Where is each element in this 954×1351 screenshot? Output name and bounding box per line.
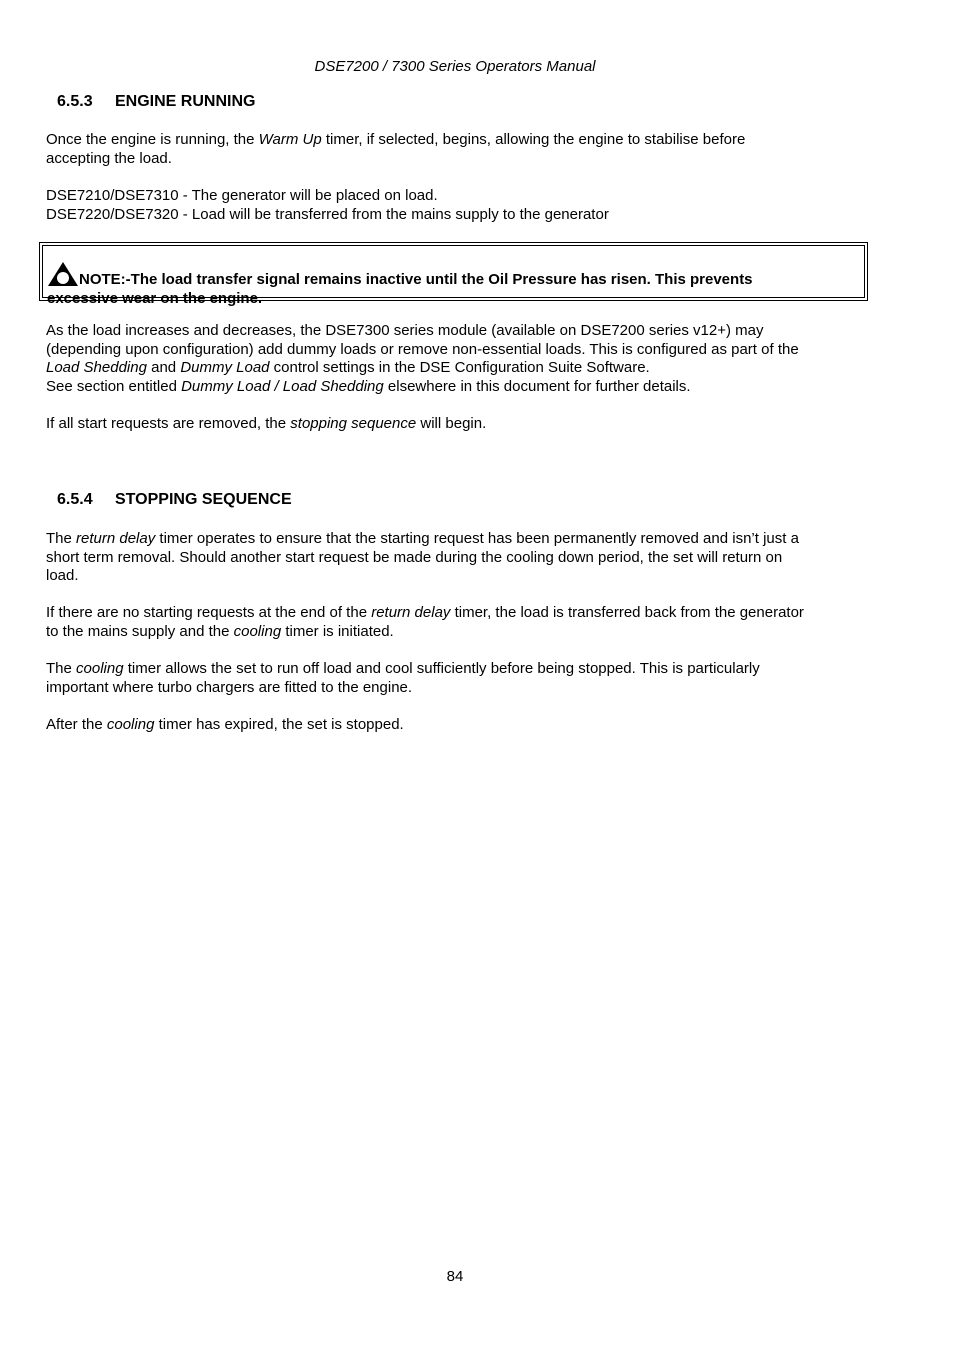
note-text: [47, 261, 753, 308]
text: timer operates to ensure that the starting request has been permanently removed and isn’t just a: [155, 530, 799, 547]
note-inner-border: [42, 245, 865, 307]
text: timer is initiated.: [281, 622, 394, 640]
page-number: 84: [446, 1268, 464, 1285]
text: NOTE:-The load transfer signal remains inactive until the Oil Pressure has risen. This prevents: [79, 271, 753, 288]
text: If there are no starting requests at the end of the: [46, 604, 372, 621]
text: timer, if selected, begins, allowing the engine to stabilise before: [321, 131, 746, 148]
text: timer has expired, the set is stopped.: [154, 716, 404, 733]
emphasis: cooling: [76, 660, 124, 677]
warning-icon: [47, 261, 79, 287]
paragraph-model-load: [46, 187, 876, 224]
page-header: DSE7200 / 7300 Series Operators Manual: [314, 58, 596, 75]
note-box: [39, 242, 868, 307]
text: (depending upon configuration) add dummy loads or remove non-essential loads. This is configured as part of the: [46, 340, 799, 358]
section-number: 6.5.4: [57, 491, 93, 508]
paragraph-warm-up: [46, 131, 876, 168]
text: important where turbo chargers are fitted to the engine.: [46, 678, 413, 696]
text: load.: [46, 567, 79, 584]
text: timer allows the set to run off load and cool sufficiently before being stopped. This is particularly: [123, 660, 760, 677]
emphasis: cooling: [233, 622, 282, 640]
emphasis: return delay: [371, 604, 451, 621]
text: will begin.: [416, 415, 487, 432]
text: As the load increases and decreases, the DSE7300 series module (available on DSE7200 series v12+) may: [46, 322, 764, 339]
paragraph-stopped: [46, 716, 876, 735]
text: excessive wear on the engine.: [47, 290, 263, 307]
text: The: [46, 660, 77, 677]
section-title: ENGINE RUNNING: [115, 93, 256, 110]
emphasis: cooling: [106, 716, 155, 733]
text: Once the engine is running, the: [46, 131, 259, 148]
text: DSE7210/DSE7310 - The generator will be placed on load.: [46, 187, 438, 204]
section-number: 6.5.3: [57, 93, 93, 110]
paragraph-stop-requests: [46, 415, 876, 434]
paragraph-load-shedding: [46, 322, 876, 396]
text: short term removal. Should another start request be made during the cooling down period, the set will return on: [46, 548, 783, 566]
text: to the mains supply and the: [46, 622, 234, 640]
emphasis: Load Shedding: [46, 359, 147, 376]
text: control settings in the DSE Configuration Suite Software.: [269, 359, 650, 376]
text: The: [46, 530, 77, 547]
section-title: STOPPING SEQUENCE: [115, 491, 292, 508]
text: timer, the load is transferred back from the generator: [450, 604, 804, 621]
emphasis: Dummy Load / Load Shedding: [181, 377, 384, 395]
paragraph-transfer-back: [46, 604, 876, 641]
text: See section entitled: [46, 377, 182, 395]
emphasis: Dummy Load: [180, 359, 270, 376]
paragraph-return-delay: [46, 530, 876, 586]
text: After the: [46, 716, 107, 733]
text: If all start requests are removed, the: [46, 415, 291, 432]
text: accepting the load.: [46, 149, 172, 167]
section-heading-engine-running: [57, 93, 255, 111]
emphasis: return delay: [76, 530, 156, 547]
text: and: [146, 359, 181, 376]
text: DSE7220/DSE7320 - Load will be transferred from the mains supply to the generator: [46, 205, 609, 223]
emphasis: Warm Up: [258, 131, 322, 148]
section-heading-stopping-sequence: [57, 491, 292, 509]
text: elsewhere in this document for further details.: [383, 377, 691, 395]
emphasis: stopping sequence: [290, 415, 417, 432]
paragraph-cooling: [46, 660, 876, 697]
